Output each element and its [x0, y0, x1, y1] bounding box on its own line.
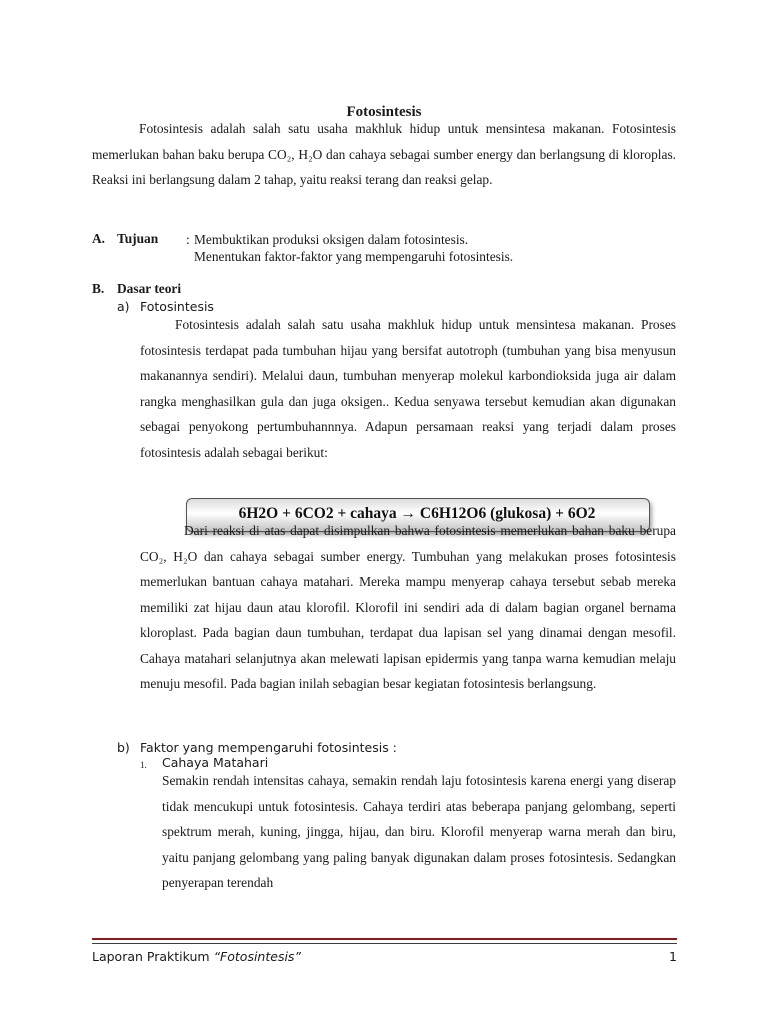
section-a-label: A.: [92, 231, 106, 246]
footer-topic: “Fotosintesis”: [213, 949, 301, 964]
sub-a-paragraph-2: Dari reaksi di atas dapat disimpulkan bahwa fotosintesis memerlukan bahan baku berupa CO₂, H₂O dan cahaya sebagai sumber energy. Tumbuhan yang melakukan proses fotosintesis memerlukan bantuan cahaya matahari. Mereka mampu menyerap cahaya tersebut sebab mereka memiliki zat hijau daun atau klorofil. Klorofil ini sendiri ada di dalam bagian organel bernama kloroplast. Pada bagian daun tumbuhan, terdapat dua lapisan sel yang dinamai dengan mesofil. Cahaya matahari selanjutnya akan melewati lapisan epidermis yang tanpa warna kemudian melaju menuju mesofil. Pada bagian inilah sebagian besar kegiatan fotosintesis berlangsung.: [140, 523, 676, 691]
item-1-title: Cahaya Matahari: [162, 755, 269, 770]
intro-paragraph: Fotosintesis adalah salah satu usaha makhluk hidup untuk mensintesa makanan. Fotosintesis memerlukan bahan baku berupa CO₂, H₂O dan cahaya sebagai sumber energy dan berlangsung di kloroplas. Reaksi ini berlangsung dalam 2 tahap, yaitu reaksi terang dan reaksi gelap.: [92, 121, 676, 187]
sub-a-title: Fotosintesis: [140, 299, 214, 314]
sub-b-marker: b): [117, 740, 130, 755]
reaction-equation: 6H2O + 6CO2 + cahaya → C6H12O6 (glukosa) + 6O2: [238, 505, 596, 522]
section-b-heading: Dasar teori: [117, 281, 182, 296]
section-b-label: B.: [92, 281, 105, 296]
footer-rule: [92, 938, 677, 940]
page-number: 1: [669, 949, 677, 964]
tujuan-item-2: Menentukan faktor-faktor yang mempengaruhi fotosintesis.: [194, 249, 514, 264]
footer-rule-thin: [92, 943, 677, 944]
sub-a-marker: a): [117, 299, 130, 314]
item-1-paragraph: Semakin rendah intensitas cahaya, semakin rendah laju fotosintesis karena energi yang diserap tidak mencukupi untuk fotosintesis. Cahaya terdiri atas beberapa panjang gelombang, seperti spektrum merah, kuning, jingga, hijau, dan biru. Klorofil menyerap warna merah dan biru, yaitu panjang gelombang yang paling banyak digunakan dalam proses fotosintesis. Sedangkan penyerapan terendah: [162, 773, 676, 890]
sub-b-title: Faktor yang mempengaruhi fotosintesis :: [140, 740, 397, 755]
sub-a-paragraph-1: Fotosintesis adalah salah satu usaha makhluk hidup untuk mensintesa makanan. Proses fotosintesis terdapat pada tumbuhan hijau yang bersifat autotroph (tumbuhan yang bisa menyusun makanannya sendiri). Melalui daun, tumbuhan menyerap molekul karbondioksida juga air dalam rangka menghasilkan gula dan juga oksigen.. Kedua senyawa tersebut kemudian akan digunakan sebagai penyokong pertumbuhannnya. Adapun persamaan reaksi yang terjadi dalam proses fotosintesis adalah sebagai berikut:: [140, 317, 676, 460]
footer-label: [92, 949, 301, 964]
tujuan-item-1: Membuktikan produksi oksigen dalam fotosintesis.: [194, 232, 469, 247]
footer-report-label: Laporan Praktikum: [92, 949, 210, 964]
item-1-marker: 1.: [140, 760, 147, 770]
section-a-colon: :: [186, 232, 190, 247]
page-title: Fotosintesis: [346, 104, 422, 120]
section-a-heading: Tujuan: [117, 231, 159, 246]
